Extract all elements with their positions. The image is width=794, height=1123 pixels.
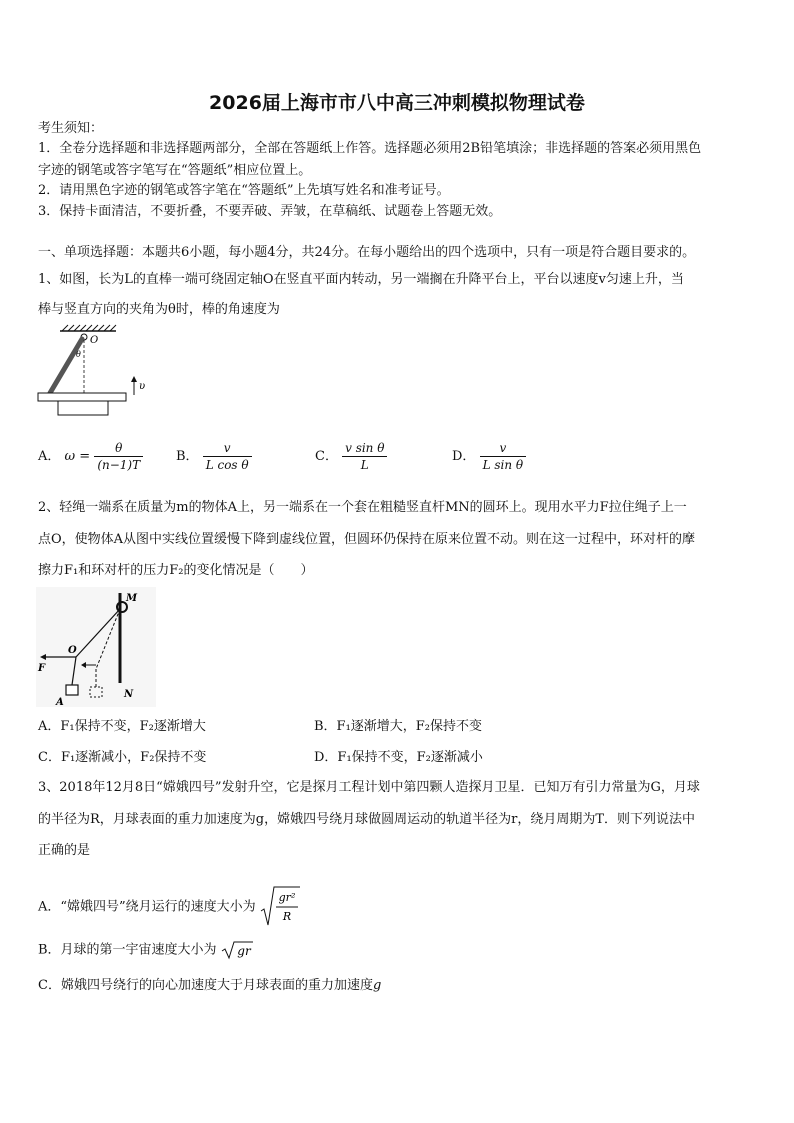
option-text: A．“嫦娥四号”绕月运行的速度大小为 [38,899,256,915]
q2-label-a: A [56,697,64,707]
option-fraction: $\frac{\theta}{(n-1)T}$ [94,440,143,473]
q3-text-line1: 3、2018年12月8日“嫦娥四号”发射升空，它是探月工程计划中第四颗人造探月卫星．已知万有引力常量为G，月球 [38,780,700,795]
page-title: 2026届上海市市八中高三冲刺模拟物理试卷 [209,92,585,114]
q2-option-a[interactable]: A．F₁保持不变，F₂逐渐增大 [38,719,206,734]
q1-label-v: υ [139,381,146,392]
q2-text-line2: 点O，使物体A从图中实线位置缓慢下降到虚线位置，但圆环仍保持在原来位置不动。则在这一过程中，环对杆的摩 [38,532,696,547]
option-text: C．嫦娥四号绕行的向心加速度大于月球表面的重力加速度 [38,978,373,993]
q2-text-line3: 擦力F₁和环对杆的压力F₂的变化情况是（ ） [38,563,314,578]
q1-option-a[interactable] [38,440,143,473]
notice-item-1-cont: 字迹的钢笔或答字笔写在“答题纸”相应位置上。 [38,163,312,178]
option-fraction: $\frac{v}{\text{L sin θ}}$ [480,440,527,473]
option-lhs: ω = [64,449,91,464]
notice-heading: 考生须知： [38,121,104,136]
section-heading: 一、单项选择题：本题共6小题，每小题4分，共24分。在每小题给出的四个选项中，只有一项是符合题目要求的。 [38,245,696,260]
q2-label-n: N [124,689,134,700]
sqrt-sign-icon [221,940,253,960]
sqrt-fraction [260,885,300,929]
q2-rope-ring-diagram [36,587,156,707]
option-fraction: $\frac{\text{v sin θ}}{L}$ [342,440,387,473]
q1-text-line2: 棒与竖直方向的夹角为θ时，棒的角速度为 [38,302,280,317]
notice-item-2: 2．请用黑色字迹的钢笔或答字笔在“答题纸”上先填写姓名和准考证号。 [38,183,450,198]
q2-option-d[interactable]: D．F₁保持不变，F₂逐渐减小 [314,750,483,765]
q3-option-b[interactable] [38,940,253,960]
option-fraction: $\frac{v}{\text{L cos θ}}$ [203,440,252,473]
option-label: A． [38,449,61,464]
q2-text-line1: 2、轻绳一端系在质量为m的物体A上，另一端系在一个套在粗糙竖直杆MN的圆环上。现用水平力F拉住绳子上一 [38,500,687,515]
q1-label-o: O [90,335,99,346]
fraction-numerator: gr² [278,891,296,904]
q3-text-line3: 正确的是 [38,843,91,858]
option-label: C． [315,449,338,464]
sqrt-radicand: gr [236,944,251,958]
q1-option-b[interactable] [176,440,252,473]
option-text: B．月球的第一宇宙速度大小为 [38,942,217,958]
q1-text-line1: 1、如图，长为L的直棒一端可绕固定轴O在竖直平面内转动，另一端搁在升降平台上，平台以速度v匀速上升，当 [38,272,684,287]
q3-option-a[interactable] [38,885,300,929]
q3-option-c[interactable] [38,978,381,994]
q1-option-c[interactable] [315,440,387,473]
q1-label-theta: θ [76,350,81,359]
option-label: D． [452,449,476,464]
sqrt-sign-icon [260,885,300,929]
option-label: B． [176,449,199,464]
q2-label-m: M [126,593,138,604]
q2-label-f: F [38,663,46,674]
option-symbol: g [372,978,382,993]
fraction-denominator: R [282,910,291,923]
q1-option-d[interactable] [452,440,526,473]
notice-item-1: 1．全卷分选择题和非选择题两部分，全部在答题纸上作答。选择题必须用2B铅笔填涂；非选择题的答案必须用黑色 [38,141,702,156]
q3-text-line2: 的半径为R，月球表面的重力加速度为g，嫦娥四号绕月球做圆周运动的轨道半径为r，绕月周期为T．则下列说法中 [38,812,695,827]
notice-item-3: 3．保持卡面清洁，不要折叠，不要弄破、弄皱，在草稿纸、试题卷上答题无效。 [38,204,502,219]
q2-option-b[interactable]: B．F₁逐渐增大，F₂保持不变 [314,719,483,734]
q2-option-c[interactable]: C．F₁逐渐减小，F₂保持不变 [38,750,207,765]
q2-label-o: O [68,645,77,656]
q1-rod-platform-diagram [36,323,166,423]
